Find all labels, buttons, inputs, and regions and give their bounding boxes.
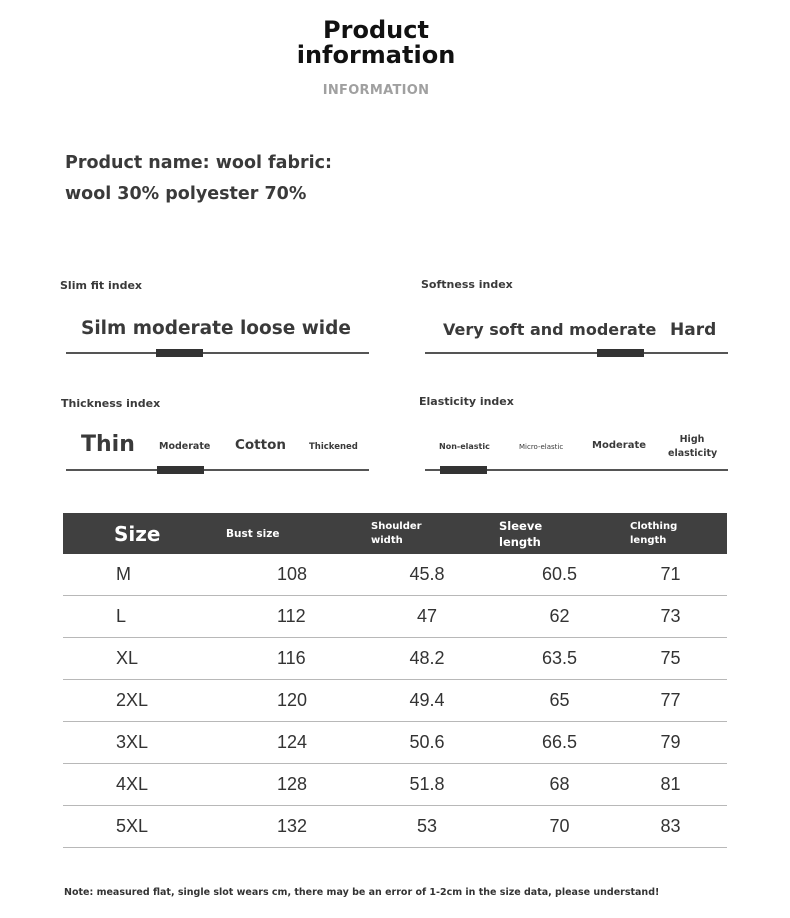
header-shoulder-line-1: Shoulder bbox=[371, 520, 422, 532]
cell-size: 3XL bbox=[63, 722, 226, 764]
product-composition: wool 30% polyester 70% bbox=[65, 184, 307, 204]
thickness-option-moderate: Moderate bbox=[159, 441, 211, 452]
table-row bbox=[63, 638, 727, 680]
cell-size: M bbox=[63, 554, 226, 596]
elasticity-indicator bbox=[440, 466, 487, 474]
cell-length: 75 bbox=[630, 638, 727, 680]
cell-bust: 124 bbox=[226, 722, 371, 764]
cell-sleeve: 63.5 bbox=[499, 638, 630, 680]
cell-size: 4XL bbox=[63, 764, 226, 806]
thickness-indicator bbox=[157, 466, 204, 474]
cell-size: L bbox=[63, 596, 226, 638]
header-sleeve-line-1: Sleeve bbox=[499, 518, 543, 533]
cell-shoulder: 50.6 bbox=[371, 722, 499, 764]
slim-fit-track bbox=[66, 352, 369, 354]
softness-option-soft-moderate: Very soft and moderate bbox=[443, 320, 657, 339]
cell-size: 2XL bbox=[63, 680, 226, 722]
table-row bbox=[63, 722, 727, 764]
cell-bust: 128 bbox=[226, 764, 371, 806]
size-note: Note: measured flat, single slot wears cm, there may be an error of 1-2cm in the size data, please understand! bbox=[64, 887, 660, 898]
cell-length: 83 bbox=[630, 806, 727, 848]
product-name bbox=[65, 148, 332, 210]
high-label-line-2: elasticity bbox=[668, 448, 718, 459]
cell-bust: 120 bbox=[226, 680, 371, 722]
elasticity-option-moderate: Moderate bbox=[592, 440, 647, 451]
softness-indicator bbox=[597, 349, 644, 357]
table-row bbox=[63, 680, 727, 722]
header-size: Size bbox=[63, 513, 226, 554]
cell-sleeve: 65 bbox=[499, 680, 630, 722]
high-label-line-1: High bbox=[679, 434, 705, 445]
softness-option-hard: Hard bbox=[670, 320, 717, 340]
thickness-index-label: Thickness index bbox=[61, 397, 161, 410]
header-bust: Bust size bbox=[226, 513, 371, 554]
cell-length: 71 bbox=[630, 554, 727, 596]
thickness-option-thickened: Thickened bbox=[309, 442, 358, 452]
table-row bbox=[63, 764, 727, 806]
size-table-header bbox=[63, 513, 727, 554]
header-sleeve bbox=[499, 513, 630, 554]
cell-sleeve: 62 bbox=[499, 596, 630, 638]
cell-shoulder: 48.2 bbox=[371, 638, 499, 680]
elasticity-index-label: Elasticity index bbox=[419, 395, 514, 408]
title-line-1: Product bbox=[323, 16, 429, 44]
cell-length: 79 bbox=[630, 722, 727, 764]
cell-bust: 132 bbox=[226, 806, 371, 848]
cell-shoulder: 45.8 bbox=[371, 554, 499, 596]
cell-bust: 112 bbox=[226, 596, 371, 638]
header-shoulder bbox=[371, 513, 499, 554]
table-row bbox=[63, 554, 727, 596]
elasticity-option-micro-elastic: Micro-elastic bbox=[519, 443, 564, 451]
cell-shoulder: 53 bbox=[371, 806, 499, 848]
cell-length: 81 bbox=[630, 764, 727, 806]
cell-length: 77 bbox=[630, 680, 727, 722]
cell-bust: 108 bbox=[226, 554, 371, 596]
slim-fit-indicator bbox=[156, 349, 203, 357]
size-table bbox=[63, 513, 727, 848]
softness-track bbox=[425, 352, 728, 354]
header-clothing-length bbox=[630, 513, 727, 554]
cell-shoulder: 51.8 bbox=[371, 764, 499, 806]
cell-sleeve: 68 bbox=[499, 764, 630, 806]
cell-size: 5XL bbox=[63, 806, 226, 848]
table-row bbox=[63, 596, 727, 638]
cell-size: XL bbox=[63, 638, 226, 680]
cell-sleeve: 70 bbox=[499, 806, 630, 848]
header-sleeve-line-2: length bbox=[499, 534, 541, 549]
page-title bbox=[0, 18, 752, 68]
thickness-option-thin: Thin bbox=[81, 432, 135, 457]
header-clothing-line-1: Clothing bbox=[630, 520, 678, 532]
cell-length: 73 bbox=[630, 596, 727, 638]
header-clothing-line-2: length bbox=[630, 534, 667, 546]
cell-sleeve: 66.5 bbox=[499, 722, 630, 764]
cell-sleeve: 60.5 bbox=[499, 554, 630, 596]
thickness-option-cotton: Cotton bbox=[235, 437, 286, 453]
slim-fit-options: Silm moderate loose wide bbox=[81, 318, 351, 339]
elasticity-option-high bbox=[668, 433, 716, 461]
table-row bbox=[63, 806, 727, 848]
page-subtitle: INFORMATION bbox=[322, 83, 430, 98]
softness-index-label: Softness index bbox=[421, 278, 513, 291]
cell-shoulder: 47 bbox=[371, 596, 499, 638]
cell-shoulder: 49.4 bbox=[371, 680, 499, 722]
cell-bust: 116 bbox=[226, 638, 371, 680]
title-line-2: information bbox=[296, 41, 456, 69]
elasticity-option-non-elastic: Non-elastic bbox=[439, 442, 490, 451]
thickness-track bbox=[66, 469, 369, 471]
product-name-line-1: Product name: wool fabric: bbox=[65, 153, 333, 173]
slim-fit-index-label: Slim fit index bbox=[60, 279, 143, 292]
header-shoulder-line-2: width bbox=[371, 534, 403, 546]
